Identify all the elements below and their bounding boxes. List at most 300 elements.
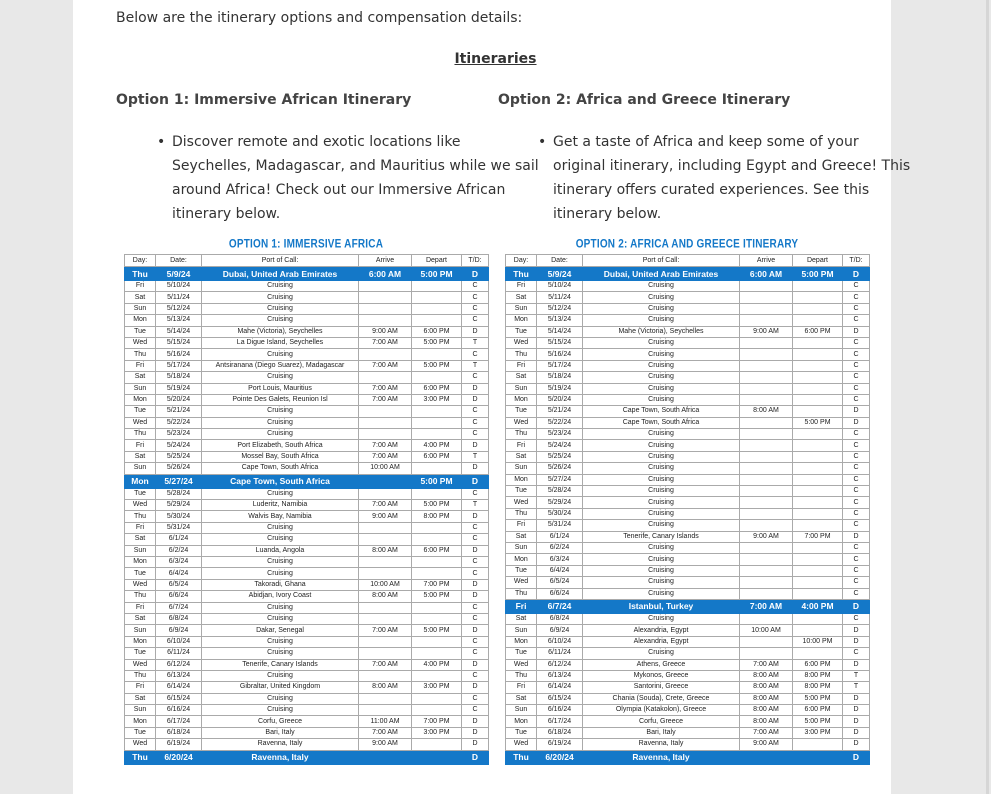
td-cell: D — [462, 267, 489, 281]
depart-cell — [412, 750, 462, 764]
date-cell: 6/20/24 — [537, 750, 583, 764]
depart-cell — [793, 565, 843, 576]
table-row — [506, 531, 870, 542]
table-row — [506, 682, 870, 693]
table-row — [506, 372, 870, 383]
port-cell: Cruising — [583, 360, 740, 371]
arrive-cell: 7:00 AM — [359, 659, 412, 670]
depart-cell: 5:00 PM — [412, 500, 462, 511]
arrive-cell — [359, 417, 412, 428]
date-cell: 6/19/24 — [537, 739, 583, 750]
td-cell: D — [462, 682, 489, 693]
day-cell: Thu — [506, 349, 537, 360]
td-cell: C — [843, 303, 870, 314]
arrive-cell — [740, 648, 793, 659]
td-cell: D — [462, 474, 489, 488]
date-cell: 5/11/24 — [537, 292, 583, 303]
arrive-cell — [359, 750, 412, 764]
day-cell: Fri — [506, 520, 537, 531]
date-cell: 6/12/24 — [537, 659, 583, 670]
depart-cell — [412, 303, 462, 314]
table-row — [125, 739, 489, 750]
day-cell: Wed — [125, 417, 156, 428]
date-cell: 5/24/24 — [537, 440, 583, 451]
port-cell: Cruising — [583, 520, 740, 531]
table-row — [506, 625, 870, 636]
table-row — [506, 315, 870, 326]
day-cell: Fri — [125, 602, 156, 613]
port-cell: Athens, Greece — [583, 659, 740, 670]
port-cell: Cruising — [202, 613, 359, 624]
depart-cell — [793, 429, 843, 440]
td-cell: C — [843, 281, 870, 292]
day-cell: Thu — [125, 750, 156, 764]
day-cell: Thu — [506, 508, 537, 519]
table-row — [506, 451, 870, 462]
arrive-cell — [359, 613, 412, 624]
port-highlight-row — [125, 267, 489, 281]
arrive-cell — [740, 636, 793, 647]
td-cell: C — [462, 349, 489, 360]
port-cell: Luderitz, Namibia — [202, 500, 359, 511]
port-cell: Gibraltar, United Kingdom — [202, 682, 359, 693]
arrive-cell — [740, 474, 793, 485]
table-row — [125, 406, 489, 417]
td-cell: C — [462, 488, 489, 499]
td-cell: D — [843, 716, 870, 727]
arrive-cell: 9:00 AM — [359, 326, 412, 337]
td-cell: C — [462, 406, 489, 417]
table-row — [506, 659, 870, 670]
depart-cell: 6:00 PM — [793, 326, 843, 337]
depart-cell — [412, 739, 462, 750]
column-header: Date: — [537, 255, 583, 267]
port-cell: Cruising — [583, 429, 740, 440]
td-cell: D — [843, 417, 870, 428]
date-cell: 6/19/24 — [156, 739, 202, 750]
port-cell: Cruising — [583, 440, 740, 451]
day-cell: Wed — [125, 500, 156, 511]
port-cell: Ravenna, Italy — [583, 750, 740, 764]
arrive-cell — [359, 636, 412, 647]
td-cell: D — [843, 531, 870, 542]
td-cell: D — [462, 739, 489, 750]
depart-cell — [412, 648, 462, 659]
day-cell: Thu — [506, 267, 537, 281]
port-cell: Cruising — [583, 588, 740, 599]
port-cell: Cruising — [583, 554, 740, 565]
td-cell: D — [843, 727, 870, 738]
date-cell: 6/20/24 — [156, 750, 202, 764]
depart-cell: 6:00 PM — [793, 705, 843, 716]
port-cell: Cruising — [583, 648, 740, 659]
arrive-cell: 9:00 AM — [740, 326, 793, 337]
day-cell: Fri — [506, 281, 537, 292]
port-cell: Cruising — [202, 372, 359, 383]
arrive-cell — [740, 565, 793, 576]
day-cell: Mon — [125, 636, 156, 647]
depart-cell — [793, 406, 843, 417]
day-cell: Sat — [125, 372, 156, 383]
td-cell: C — [462, 372, 489, 383]
depart-cell — [793, 440, 843, 451]
port-cell: Cruising — [202, 406, 359, 417]
table-row — [506, 463, 870, 474]
date-cell: 5/27/24 — [537, 474, 583, 485]
depart-cell: 4:00 PM — [412, 440, 462, 451]
table-row — [125, 716, 489, 727]
date-cell: 5/11/24 — [156, 292, 202, 303]
day-cell: Sat — [125, 613, 156, 624]
port-cell: Mykonos, Greece — [583, 670, 740, 681]
td-cell: D — [843, 267, 870, 281]
depart-cell: 8:00 PM — [793, 670, 843, 681]
port-highlight-row — [506, 267, 870, 281]
bullet-icon: • — [157, 134, 166, 150]
td-cell: D — [843, 739, 870, 750]
table-row — [506, 705, 870, 716]
arrive-cell: 8:00 AM — [359, 591, 412, 602]
day-cell: Thu — [125, 429, 156, 440]
table-row — [506, 565, 870, 576]
port-cell: Ravenna, Italy — [202, 739, 359, 750]
port-cell: Cruising — [583, 394, 740, 405]
td-cell: D — [462, 440, 489, 451]
table-row — [506, 727, 870, 738]
arrive-cell — [740, 349, 793, 360]
td-cell: D — [843, 659, 870, 670]
table-row — [506, 497, 870, 508]
date-cell: 6/12/24 — [156, 659, 202, 670]
date-cell: 5/17/24 — [537, 360, 583, 371]
arrive-cell — [359, 474, 412, 488]
arrive-cell: 7:00 AM — [359, 440, 412, 451]
port-cell: Cruising — [583, 303, 740, 314]
td-cell: D — [462, 727, 489, 738]
port-cell: Tenerife, Canary Islands — [583, 531, 740, 542]
table-row — [125, 360, 489, 371]
arrive-cell — [359, 488, 412, 499]
arrive-cell — [359, 568, 412, 579]
arrive-cell — [740, 292, 793, 303]
depart-cell — [793, 303, 843, 314]
port-cell: Abidjan, Ivory Coast — [202, 591, 359, 602]
depart-cell — [412, 522, 462, 533]
day-cell: Fri — [506, 682, 537, 693]
port-cell: Cruising — [583, 372, 740, 383]
table-row — [506, 292, 870, 303]
depart-cell: 5:00 PM — [412, 474, 462, 488]
port-cell: Cruising — [202, 693, 359, 704]
td-cell: T — [462, 451, 489, 462]
depart-cell — [793, 349, 843, 360]
day-cell: Mon — [125, 556, 156, 567]
scrollbar[interactable] — [986, 0, 989, 794]
port-cell: Cruising — [202, 636, 359, 647]
table-row — [125, 727, 489, 738]
date-cell: 5/13/24 — [537, 315, 583, 326]
date-cell: 5/26/24 — [537, 463, 583, 474]
arrive-cell: 11:00 AM — [359, 716, 412, 727]
date-cell: 6/9/24 — [156, 625, 202, 636]
table-row — [125, 337, 489, 348]
depart-cell — [412, 488, 462, 499]
port-cell: La Digue Island, Seychelles — [202, 337, 359, 348]
table-row — [125, 705, 489, 716]
arrive-cell — [359, 522, 412, 533]
arrive-cell — [740, 315, 793, 326]
date-cell: 5/13/24 — [156, 315, 202, 326]
depart-cell: 5:00 PM — [793, 693, 843, 704]
table-row — [506, 554, 870, 565]
date-cell: 5/21/24 — [156, 406, 202, 417]
option-1-title: Option 1: Immersive African Itinerary — [116, 92, 412, 108]
day-cell: Sun — [506, 463, 537, 474]
date-cell: 5/23/24 — [537, 429, 583, 440]
arrive-cell: 9:00 AM — [740, 531, 793, 542]
day-cell: Thu — [125, 591, 156, 602]
port-cell: Tenerife, Canary Islands — [202, 659, 359, 670]
date-cell: 6/8/24 — [156, 613, 202, 624]
date-cell: 6/3/24 — [156, 556, 202, 567]
port-cell: Cape Town, South Africa — [202, 474, 359, 488]
day-cell: Tue — [506, 727, 537, 738]
table-row — [506, 474, 870, 485]
date-cell: 6/6/24 — [156, 591, 202, 602]
td-cell: C — [462, 670, 489, 681]
port-cell: Cruising — [202, 303, 359, 314]
day-cell: Fri — [506, 440, 537, 451]
depart-cell — [412, 568, 462, 579]
option-2-title: Option 2: Africa and Greece Itinerary — [498, 92, 791, 108]
depart-cell — [412, 406, 462, 417]
depart-cell — [793, 474, 843, 485]
depart-cell: 8:00 PM — [412, 511, 462, 522]
date-cell: 6/1/24 — [156, 534, 202, 545]
arrive-cell: 7:00 AM — [359, 727, 412, 738]
port-cell: Alexandria, Egypt — [583, 636, 740, 647]
port-cell: Dubai, United Arab Emirates — [202, 267, 359, 281]
depart-cell: 5:00 PM — [412, 591, 462, 602]
depart-cell: 6:00 PM — [412, 326, 462, 337]
date-cell: 5/18/24 — [156, 372, 202, 383]
day-cell: Wed — [506, 417, 537, 428]
depart-cell — [793, 648, 843, 659]
depart-cell — [793, 520, 843, 531]
depart-cell — [793, 360, 843, 371]
td-cell: D — [462, 716, 489, 727]
port-cell: Cruising — [583, 292, 740, 303]
arrive-cell — [740, 750, 793, 764]
date-cell: 6/13/24 — [156, 670, 202, 681]
table-row — [506, 636, 870, 647]
table-row — [506, 486, 870, 497]
day-cell: Wed — [125, 659, 156, 670]
arrive-cell — [740, 337, 793, 348]
td-cell: C — [462, 429, 489, 440]
port-cell: Dakar, Senegal — [202, 625, 359, 636]
port-cell: Cruising — [583, 463, 740, 474]
port-cell: Port Elizabeth, South Africa — [202, 440, 359, 451]
table-row — [506, 417, 870, 428]
arrive-cell: 10:00 AM — [359, 579, 412, 590]
day-cell: Sun — [125, 545, 156, 556]
date-cell: 5/14/24 — [156, 326, 202, 337]
depart-cell — [793, 542, 843, 553]
date-cell: 6/7/24 — [156, 602, 202, 613]
arrive-cell — [359, 693, 412, 704]
arrive-cell — [359, 556, 412, 567]
date-cell: 5/25/24 — [537, 451, 583, 462]
td-cell: D — [843, 406, 870, 417]
td-cell: C — [462, 417, 489, 428]
td-cell: C — [843, 474, 870, 485]
table-row — [125, 556, 489, 567]
day-cell: Mon — [506, 554, 537, 565]
day-cell: Tue — [506, 486, 537, 497]
date-cell: 5/10/24 — [537, 281, 583, 292]
day-cell: Tue — [506, 326, 537, 337]
td-cell: D — [462, 591, 489, 602]
table-row — [125, 625, 489, 636]
port-cell: Cruising — [202, 315, 359, 326]
td-cell: D — [462, 750, 489, 764]
depart-cell — [793, 315, 843, 326]
arrive-cell: 7:00 AM — [740, 599, 793, 613]
day-cell: Mon — [125, 716, 156, 727]
day-cell: Sat — [125, 693, 156, 704]
date-cell: 5/20/24 — [156, 394, 202, 405]
td-cell: D — [462, 659, 489, 670]
depart-cell: 6:00 PM — [793, 659, 843, 670]
date-cell: 5/29/24 — [537, 497, 583, 508]
column-header: Day: — [506, 255, 537, 267]
port-cell: Cape Town, South Africa — [202, 463, 359, 474]
date-cell: 5/31/24 — [156, 522, 202, 533]
table-row — [125, 394, 489, 405]
date-cell: 6/7/24 — [537, 599, 583, 613]
date-cell: 5/19/24 — [537, 383, 583, 394]
td-cell: D — [462, 394, 489, 405]
port-highlight-row — [125, 750, 489, 764]
table-row — [125, 429, 489, 440]
td-cell: T — [843, 670, 870, 681]
date-cell: 5/12/24 — [537, 303, 583, 314]
depart-cell — [793, 750, 843, 764]
option-1-line: itinerary below. — [172, 206, 281, 222]
day-cell: Wed — [506, 497, 537, 508]
td-cell: C — [843, 613, 870, 624]
column-header: Arrive — [359, 255, 412, 267]
td-cell: D — [462, 383, 489, 394]
option-2-line: Get a taste of Africa and keep some of your — [553, 134, 859, 150]
day-cell: Mon — [506, 474, 537, 485]
depart-cell — [793, 613, 843, 624]
port-cell: Cruising — [202, 648, 359, 659]
td-cell: C — [843, 648, 870, 659]
port-cell: Istanbul, Turkey — [583, 599, 740, 613]
option-2-line: itinerary offers curated experiences. See this — [553, 182, 870, 198]
port-cell: Cruising — [202, 705, 359, 716]
date-cell: 5/25/24 — [156, 451, 202, 462]
td-cell: C — [843, 588, 870, 599]
arrive-cell: 7:00 AM — [740, 727, 793, 738]
arrive-cell — [740, 588, 793, 599]
day-cell: Thu — [125, 670, 156, 681]
table-row — [125, 315, 489, 326]
arrive-cell — [740, 520, 793, 531]
table-row — [125, 522, 489, 533]
td-cell: T — [843, 682, 870, 693]
table-row — [125, 372, 489, 383]
arrive-cell — [359, 648, 412, 659]
arrive-cell — [359, 705, 412, 716]
arrive-cell — [740, 383, 793, 394]
depart-cell — [412, 417, 462, 428]
arrive-cell — [740, 360, 793, 371]
depart-cell — [793, 554, 843, 565]
date-cell: 5/12/24 — [156, 303, 202, 314]
port-cell: Cruising — [583, 542, 740, 553]
arrive-cell: 10:00 AM — [740, 625, 793, 636]
arrive-cell: 7:00 AM — [740, 659, 793, 670]
port-cell: Cruising — [583, 337, 740, 348]
day-cell: Mon — [125, 315, 156, 326]
arrive-cell — [359, 349, 412, 360]
td-cell: C — [843, 554, 870, 565]
arrive-cell — [359, 372, 412, 383]
arrive-cell: 7:00 AM — [359, 383, 412, 394]
depart-cell — [412, 670, 462, 681]
table-row — [125, 511, 489, 522]
table-row — [125, 591, 489, 602]
port-cell: Cruising — [583, 451, 740, 462]
table-row — [506, 693, 870, 704]
column-header: Port of Call: — [583, 255, 740, 267]
day-cell: Mon — [506, 394, 537, 405]
day-cell: Fri — [125, 360, 156, 371]
date-cell: 5/24/24 — [156, 440, 202, 451]
table-row — [125, 659, 489, 670]
port-cell: Cruising — [583, 315, 740, 326]
day-cell: Fri — [125, 522, 156, 533]
arrive-cell — [359, 292, 412, 303]
day-cell: Sat — [125, 292, 156, 303]
port-cell: Cape Town, South Africa — [583, 406, 740, 417]
day-cell: Sat — [506, 531, 537, 542]
depart-cell: 6:00 PM — [412, 545, 462, 556]
day-cell: Fri — [125, 440, 156, 451]
table-row — [125, 648, 489, 659]
arrive-cell — [740, 451, 793, 462]
port-highlight-row — [506, 750, 870, 764]
arrive-cell: 7:00 AM — [359, 625, 412, 636]
depart-cell — [793, 394, 843, 405]
arrive-cell — [740, 417, 793, 428]
td-cell: C — [462, 522, 489, 533]
depart-cell — [793, 281, 843, 292]
port-cell: Pointe Des Galets, Reunion Isl — [202, 394, 359, 405]
day-cell: Mon — [506, 716, 537, 727]
day-cell: Mon — [125, 474, 156, 488]
day-cell: Tue — [506, 565, 537, 576]
port-cell: Mahe (Victoria), Seychelles — [583, 326, 740, 337]
arrive-cell — [740, 281, 793, 292]
day-cell: Tue — [125, 406, 156, 417]
date-cell: 6/15/24 — [156, 693, 202, 704]
table-row — [506, 429, 870, 440]
date-cell: 6/3/24 — [537, 554, 583, 565]
